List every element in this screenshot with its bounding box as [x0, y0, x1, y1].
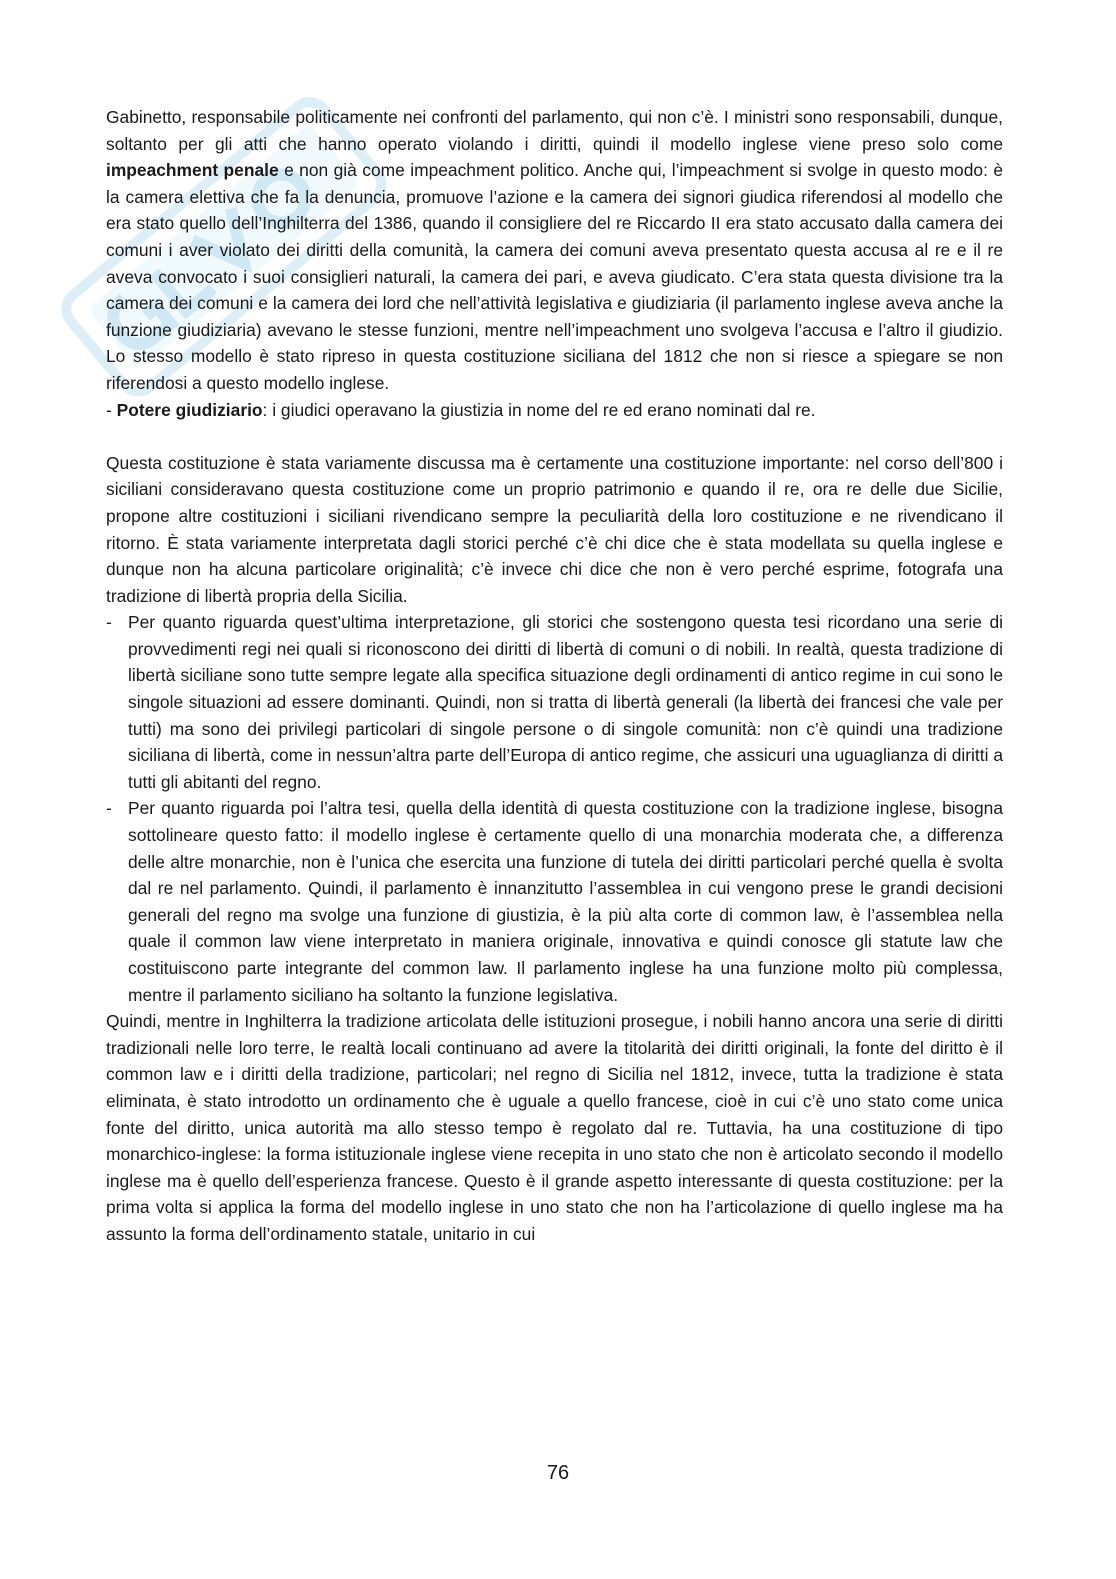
bullet-dash: - — [106, 612, 112, 633]
paragraph-conclusione: Quindi, mentre in Inghilterra la tradizione articolata delle istituzioni prosegue, i nobili hanno ancora una serie di diritti tradizionali nelle loro terre, le realtà locali continuano ad avere la titolarità dei diritti originali, la fonte del diritto è il common law e i diritti della tradizione, particolari; nel regno di Sicilia nel 1812, invece, tutta la tradizione è stata eliminata, è stato introdotto un ordinamento che è uguale a quello francese, cioè in cui c’è uno stato come unica fonte del diritto, unica autorità ma allo stesso tempo è regolato dal re. Tuttavia, ha una costituzione di tipo monarchico-inglese: la forma istituzionale inglese viene recepita in uno stato che non è articolato secondo il modello inglese ma è quello dell’esperienza francese. Questo è il grande aspetto interessante di questa costituzione: per la prima volta si applica la forma del modello inglese in uno stato che non ha l’articolazione di quello inglese ma ha assunto la forma dell’ordinamento statale, unitario in cui — [106, 1011, 1003, 1244]
text-run: e non già come impeachment politico. Anche qui, l’impeachment si svolge in questo modo: è la camera elettiva che fa la denuncia, promuove l’azione e la camera dei signori giudica riferendosi al modello che era stato quello dell’Inghilterra del 1386, quando il consigliere del re Riccardo II era stato accusato dalla camera dei comuni i aver violato dei diritti della comunità, la camera dei comuni aveva presentato questa accusa al re e il re aveva convocato i suoi consiglieri naturali, la camera dei pari, e aveva giudicato. C’era stata questa divisione tra la camera dei comuni e la camera dei lord che nell’attività legislativa e giudiziaria (il parlamento inglese aveva anche la funzione giudiziaria) avevano le stesse funzioni, mentre nell’impeachment uno svolgeva l’accusa e l’altro il giudizio. Lo stesso modello è stato ripreso in questa costituzione siciliana del 1812 che non si riesce a spiegare se non riferendosi a questo modello inglese. — [106, 160, 1004, 393]
dash-prefix: - — [106, 399, 117, 420]
bullet-dash: - — [106, 798, 112, 819]
page-number: 76 — [546, 1462, 570, 1484]
paragraph-gap — [106, 423, 1003, 450]
document-body — [106, 104, 1003, 1248]
list-item-text: Per quanto riguarda poi l’altra tesi, quella della identità di questa costituzione con la tradizione inglese, bisogna sottolineare questo fatto: il modello inglese è certamente quello di una monarchia moderata che, a differenza delle altre monarchie, non è l’unica che esercita una funzione di tutela dei diritti particolari perché quella è svolta dal re nel parlamento. Quindi, il parlamento è innanzitutto l’assemblea in cui vengono prese le grandi decisioni generali del regno ma svolge una funzione di giustizia, è la più alta corte di common law, è l’assemblea nella quale il common law viene interpretato in maniera originale, innovativa e quindi conosce gli statute law che costituiscono parte integrante del common law. Il parlamento inglese ha una funzione molto più complessa, mentre il parlamento siciliano ha soltanto la funzione legislativa. — [128, 798, 1003, 1005]
paragraph-costituzione: Questa costituzione è stata variamente discussa ma è certamente una costituzione importante: nel corso dell’800 i siciliani consideravano questa costituzione come un proprio patrimonio e quando il re, ora re delle due Sicilie, propone altre costituzioni i siciliani rivendicano sempre la peculiarità della loro costituzione e ne rivendicano il ritorno. È stata variamente interpretata dagli storici perché c’è chi dice che è stata modellata su quella inglese e dunque non ha alcuna particolare originalità; c’è invece chi dice che non è vero perché esprime, fotografa una tradizione di libertà propria della Sicilia. — [106, 452, 1003, 606]
bold-term-potere-giudiziario: Potere giudiziario — [116, 399, 263, 420]
paragraph-impeachment — [106, 104, 1003, 397]
list-item-text: Per quanto riguarda quest’ultima interpretazione, gli storici che sostengono questa tesi ricordano una serie di provvedimenti regi nei quali si riconoscono dei diritti di libertà di comuni o di nobili. In realtà, questa tradizione di libertà siciliane sono tutte sempre legate alla specifica situazione degli ordinamenti di antico regime in cui sono le singole situazioni ad essere dominanti. Quindi, non si tratta di libertà generali (la libertà dei francesi che vale per tutti) ma sono dei privilegi particolari di singole persone o di singole comunità: non c’è quindi una tradizione siciliana di libertà, come in nessun’altra parte dell’Europa di antico regime, che assicuri una uguaglianza di diritti a tutti gli abitanti del regno. — [128, 612, 1003, 792]
text-run: Gabinetto, responsabile politicamente nei confronti del parlamento, qui non c’è. I ministri sono responsabili, dunque, soltanto per gli atti che hanno operato violando i diritti, quindi il modello inglese viene preso solo come — [106, 107, 1003, 154]
bold-term-impeachment-penale: impeachment penale — [106, 160, 279, 181]
text-run: : i giudici operavano la giustizia in nome del re ed erano nominati dal re. — [262, 399, 816, 420]
paragraph-potere-giudiziario — [106, 397, 1003, 424]
list-item — [106, 795, 1003, 1008]
list-item — [106, 609, 1003, 795]
